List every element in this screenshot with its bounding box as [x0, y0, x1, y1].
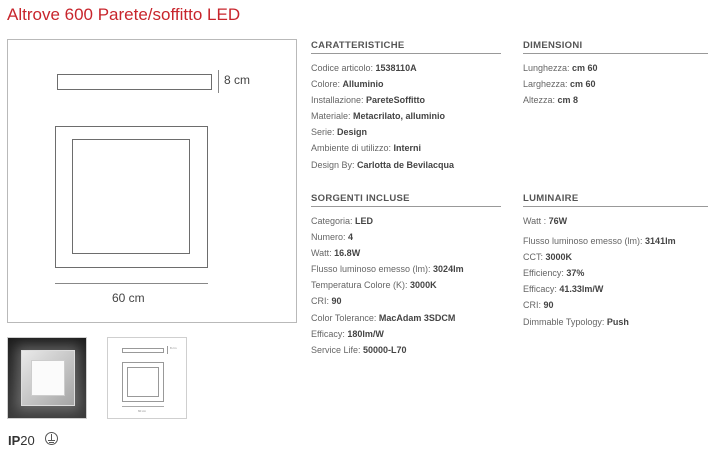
spec-value: Interni	[393, 143, 422, 154]
thumbnail-drawing[interactable]	[107, 337, 187, 419]
front-view-outer	[55, 126, 208, 268]
dimensioni-rows	[523, 60, 708, 108]
spec-value: 41.33lm/W	[559, 284, 604, 295]
thumb-width-line	[122, 406, 164, 407]
sorgenti-section	[311, 193, 501, 358]
spec-label: Larghezza:	[523, 79, 571, 90]
ground-bar-2	[49, 442, 54, 443]
spec-label: Codice articolo:	[311, 63, 376, 73]
spec-row	[311, 310, 501, 326]
spec-value: 50000-L70	[363, 344, 407, 355]
spec-value: Metacrilato, alluminio	[353, 111, 446, 122]
spec-value: 3141lm	[645, 236, 676, 247]
spec-label: Color Tolerance:	[311, 312, 379, 323]
spec-value: Push	[606, 316, 629, 327]
spec-label: CCT:	[523, 252, 546, 263]
ip-rating	[8, 433, 35, 448]
spec-value: 16.8W	[334, 248, 361, 259]
spec-label: Installazione:	[311, 95, 367, 106]
spec-value: 76W	[548, 216, 568, 226]
spec-row	[311, 76, 501, 92]
thumb-depth-label: 8 cm	[170, 346, 177, 350]
spec-label: Flusso luminoso emesso (lm):	[311, 264, 434, 275]
spec-row	[523, 265, 708, 281]
spec-row	[523, 281, 708, 297]
spec-label: Efficacy:	[311, 328, 348, 339]
spec-value: 3000K	[545, 252, 573, 263]
spec-value: Alluminio	[342, 79, 384, 90]
spec-label: Watt:	[311, 248, 335, 259]
dimensioni-section	[523, 40, 708, 108]
spec-label: Service Life:	[311, 344, 364, 355]
spec-value: cm 60	[572, 63, 598, 73]
width-label: 60 cm	[112, 291, 145, 305]
spec-value: cm 60	[570, 79, 596, 90]
spec-row	[523, 249, 708, 265]
luminaire-rows	[523, 213, 708, 330]
spec-label: Design By:	[311, 159, 358, 170]
spec-value: Carlotta de Bevilacqua	[357, 159, 455, 170]
spec-row	[311, 140, 501, 156]
lamp-photo	[21, 350, 75, 406]
spec-row	[311, 92, 501, 108]
caratteristiche-rows	[311, 60, 501, 173]
spec-row	[523, 297, 708, 313]
spec-label: Numero:	[311, 232, 349, 243]
spec-value: MacAdam 3SDCM	[378, 312, 456, 323]
spec-value: cm 8	[557, 95, 579, 106]
spec-label: Ambiente di utilizzo:	[311, 143, 394, 154]
spec-label: Dimmable Typology:	[523, 316, 607, 327]
spec-label: Watt :	[523, 216, 549, 226]
spec-row	[311, 326, 501, 342]
ip-prefix: IP	[8, 433, 21, 448]
thumb-side-profile	[122, 348, 164, 353]
spec-value: PareteSoffitto	[366, 95, 426, 106]
spec-label: CRI:	[523, 300, 544, 311]
spec-label: Categoria:	[311, 216, 356, 226]
front-view-inner	[72, 139, 190, 254]
luminaire-section	[523, 193, 708, 330]
spec-row	[311, 261, 501, 277]
ip-number: 20	[20, 433, 35, 448]
luminaire-heading: LUMINAIRE	[523, 193, 708, 207]
spec-row	[311, 277, 501, 293]
spec-value: LED	[355, 216, 374, 226]
spec-label: Altezza:	[523, 95, 558, 106]
ground-symbol-icon	[45, 432, 58, 445]
spec-row	[311, 108, 501, 124]
depth-label: 8 cm	[224, 73, 251, 87]
spec-label: Serie:	[311, 127, 338, 138]
thumb-width-label: 60 cm	[138, 409, 147, 413]
sorgenti-heading: SORGENTI INCLUSE	[311, 193, 501, 207]
spec-label: Materiale:	[311, 111, 354, 122]
spec-label: Temperatura Colore (K):	[311, 280, 411, 291]
spec-value: 1538110A	[375, 63, 417, 73]
page-title: Altrove 600 Parete/soffitto LED	[7, 5, 241, 24]
depth-dimension-line	[218, 70, 219, 93]
spec-value: 3000K	[410, 280, 437, 291]
spec-label: Flusso luminoso emesso (lm):	[523, 236, 646, 247]
spec-row	[523, 92, 708, 108]
thumb-front-outer	[122, 362, 164, 402]
spec-value: 90	[331, 296, 342, 307]
spec-row	[523, 76, 708, 92]
spec-row	[311, 60, 501, 76]
spec-row	[523, 60, 708, 76]
spec-value: 4	[348, 232, 354, 243]
spec-row	[523, 314, 708, 330]
spec-value: Design	[337, 127, 368, 138]
ground-bar-1	[48, 440, 55, 441]
spec-row	[311, 342, 501, 358]
spec-row	[311, 245, 501, 261]
spec-label: Lunghezza:	[523, 63, 573, 73]
spec-row	[311, 157, 501, 173]
technical-drawing	[7, 39, 297, 323]
spec-value: 180lm/W	[347, 328, 384, 339]
spec-row	[523, 233, 708, 249]
spec-row	[311, 124, 501, 140]
spec-row	[311, 293, 501, 309]
thumb-depth-tick	[167, 346, 168, 354]
spec-label: Efficiency:	[523, 268, 567, 279]
width-dimension-line	[55, 283, 208, 284]
spec-label: CRI:	[311, 296, 332, 307]
dimensioni-heading: DIMENSIONI	[523, 40, 708, 54]
thumb-front-inner	[127, 367, 159, 397]
caratteristiche-heading: CARATTERISTICHE	[311, 40, 501, 54]
sorgenti-rows	[311, 213, 501, 358]
spec-value: 3024lm	[433, 264, 464, 275]
caratteristiche-section	[311, 40, 501, 173]
spec-value: 90	[543, 300, 554, 311]
spec-row	[311, 229, 501, 245]
thumbnail-photo[interactable]	[7, 337, 87, 419]
side-profile	[57, 74, 212, 90]
spec-row	[523, 213, 708, 229]
spec-value: 37%	[566, 268, 585, 279]
spec-row	[311, 213, 501, 229]
spec-label: Colore:	[311, 79, 343, 90]
spec-label: Efficacy:	[523, 284, 560, 295]
